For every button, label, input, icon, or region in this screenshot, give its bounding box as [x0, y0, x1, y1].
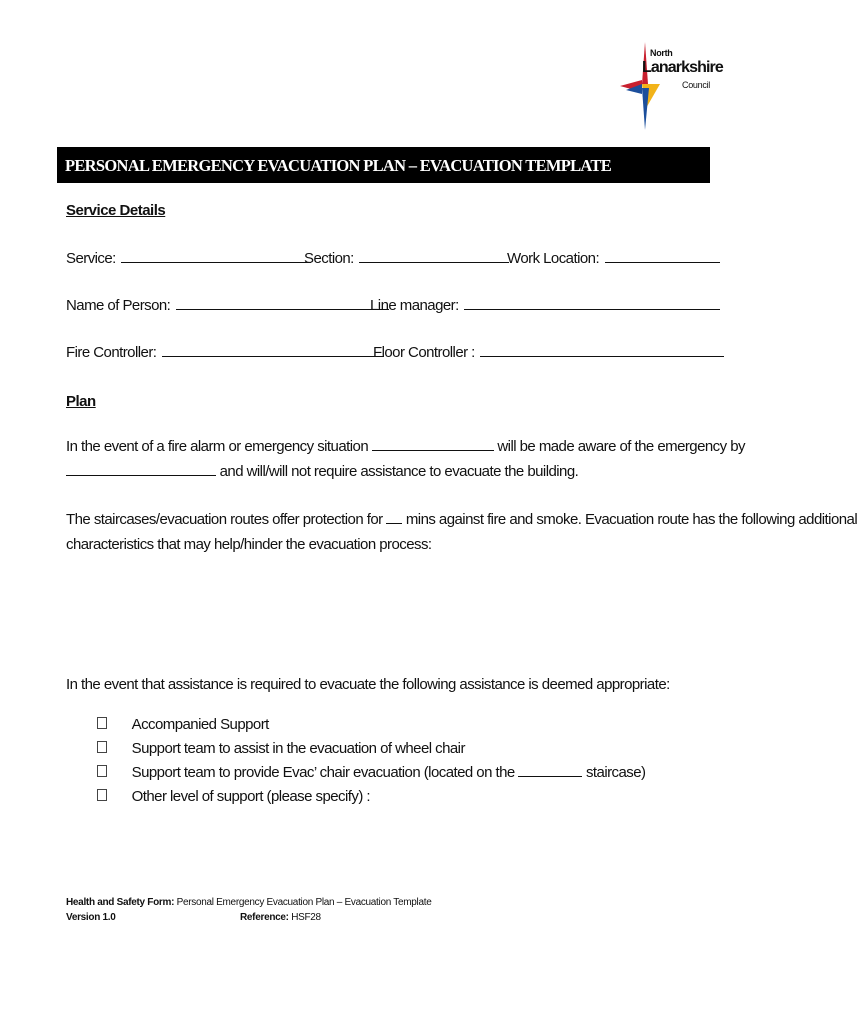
plan-p1-text-c: and will/will not require assistance to evacuate the building. [219, 463, 579, 480]
option-accompanied-support [97, 716, 269, 733]
staircase-blank[interactable] [518, 764, 582, 777]
footer-version-text: Version 1.0 [66, 912, 116, 923]
plan-p1-blank-1[interactable] [372, 438, 494, 451]
service-label: Service: [66, 250, 116, 267]
option-wheel-chair-team [97, 740, 465, 757]
work-location-field[interactable] [605, 250, 720, 263]
option-other-support [97, 788, 370, 805]
logo-text-lanarkshire: Lanarkshire [642, 59, 723, 76]
footer-reference-label: Reference: [240, 912, 289, 923]
work-location-label: Work Location: [507, 250, 600, 267]
footer-form-line [66, 897, 431, 908]
plan-p1-blank-2[interactable] [66, 463, 216, 476]
fire-controller-field[interactable] [162, 344, 384, 357]
service-row [66, 250, 311, 267]
line-manager-label: Line manager: [370, 297, 459, 314]
option-label-suffix: staircase) [585, 764, 646, 781]
plan-p1-text-a: In the event of a fire alarm or emergency situation [66, 438, 369, 455]
option-label: Support team to provide Evac’ chair evacuation (located on the [131, 764, 515, 781]
checkbox-wheel-chair-team[interactable] [97, 741, 107, 753]
floor-controller-label: Floor Controller : [373, 344, 475, 361]
name-row [66, 297, 389, 314]
line-manager-field[interactable] [464, 297, 720, 310]
footer-form-title: Personal Emergency Evacuation Plan – Evacuation Template [176, 897, 432, 908]
option-label: Support team to assist in the evacuation of wheel chair [131, 740, 465, 757]
footer-reference-value: HSF28 [291, 912, 321, 923]
plan-paragraph-2-line-2: characteristics that may help/hinder the evacuation process: [66, 536, 432, 553]
work-location-row [507, 250, 720, 267]
plan-paragraph-2-line-1 [66, 511, 857, 528]
plan-p2-blank-minutes[interactable] [386, 511, 402, 524]
checkbox-evac-chair[interactable] [97, 765, 107, 777]
fire-controller-row [66, 344, 384, 361]
name-field[interactable] [176, 297, 389, 310]
line-manager-row [370, 297, 720, 314]
footer-reference [240, 912, 321, 923]
page-title: PERSONAL EMERGENCY EVACUATION PLAN – EVACUATION TEMPLATE [65, 156, 612, 175]
plan-paragraph-1-line-1 [66, 438, 745, 455]
floor-controller-field[interactable] [480, 344, 724, 357]
footer-version [66, 912, 116, 923]
section-row [304, 250, 509, 267]
name-label: Name of Person: [66, 297, 171, 314]
plan-p2-text-b: mins against fire and smoke. Evacuation route has the following additional [405, 511, 857, 528]
title-bar [57, 147, 710, 183]
option-label: Other level of support (please specify) : [131, 788, 371, 805]
footer-form-label: Health and Safety Form: [66, 897, 175, 908]
logo-text-council: Council [682, 80, 710, 90]
logo-text-north: North [650, 48, 673, 58]
section-label: Section: [304, 250, 354, 267]
service-field[interactable] [121, 250, 311, 263]
service-details-heading: Service Details [66, 202, 166, 219]
fire-controller-label: Fire Controller: [66, 344, 157, 361]
floor-controller-row [373, 344, 724, 361]
plan-paragraph-1-line-2 [66, 463, 578, 480]
option-evac-chair [97, 764, 646, 781]
section-field[interactable] [359, 250, 509, 263]
plan-p2-text-a: The staircases/evacuation routes offer protection for [66, 511, 383, 528]
council-logo [612, 40, 723, 132]
checkbox-other-support[interactable] [97, 789, 107, 801]
plan-p1-text-b: will be made aware of the emergency by [497, 438, 745, 455]
checkbox-accompanied-support[interactable] [97, 717, 107, 729]
plan-heading: Plan [66, 393, 96, 410]
plan-paragraph-3: In the event that assistance is required to evacuate the following assistance is deemed appropriate: [66, 676, 670, 693]
option-label: Accompanied Support [131, 716, 269, 733]
